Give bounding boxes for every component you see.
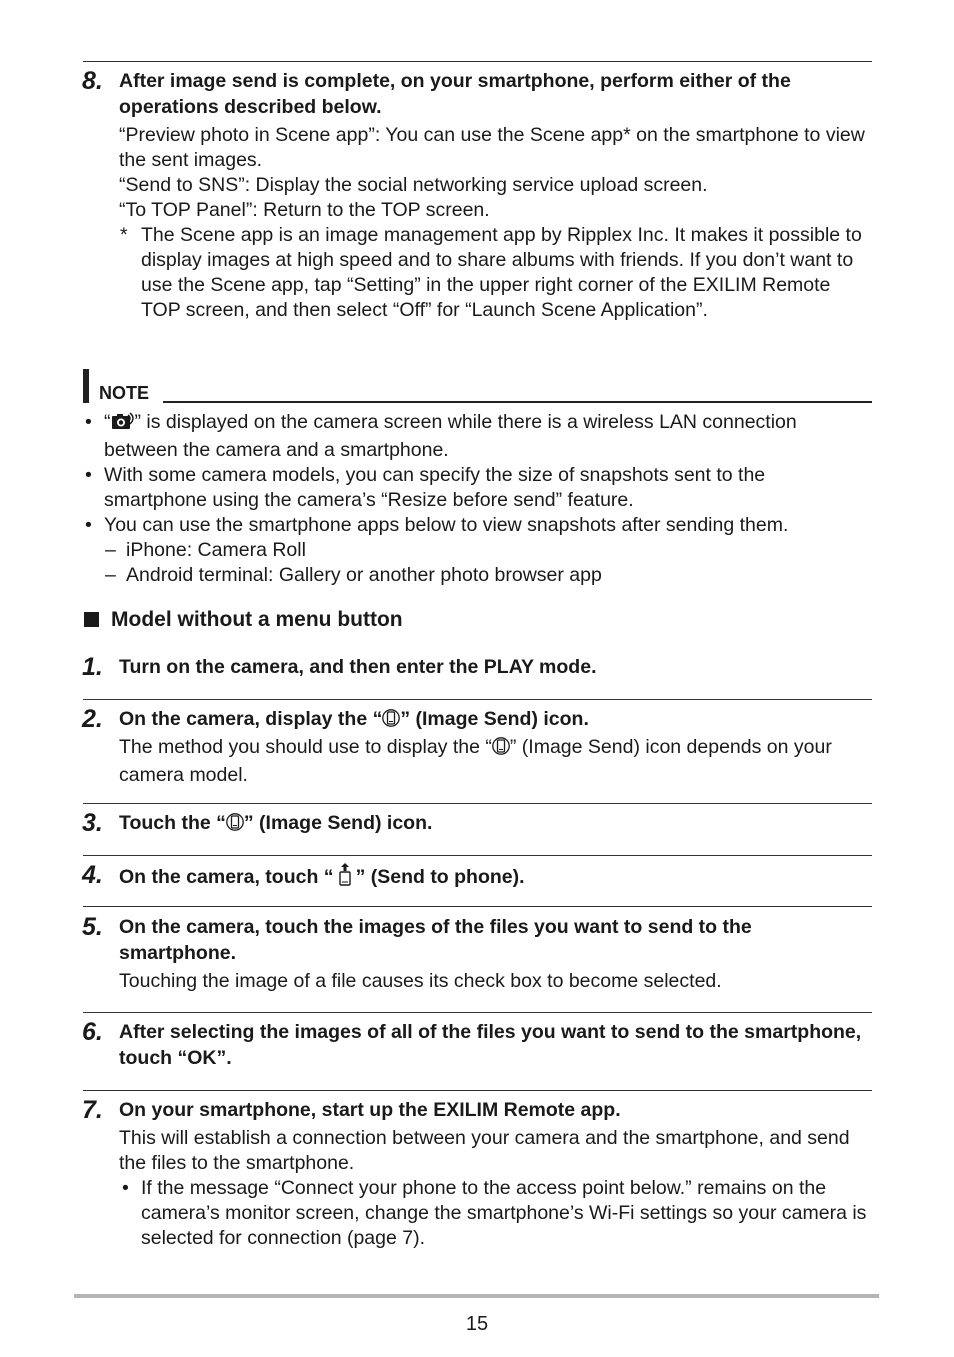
- square-bullet-icon: [84, 612, 99, 627]
- step-divider: [83, 803, 872, 804]
- step-8-number: 8.: [82, 67, 103, 95]
- note-item-2-text: With some camera models, you can specify the size of snapshots sent to the smartphone using the camera’s “Resize before send” feature.: [104, 464, 766, 511]
- step-2-number: 2.: [82, 705, 103, 733]
- note-subitem: [83, 538, 873, 563]
- note-item: [83, 463, 873, 513]
- step-7-bullet: [120, 1176, 870, 1251]
- dash: –: [105, 564, 116, 586]
- step-3-number: 3.: [82, 809, 103, 837]
- footnote-text: The Scene app is an image management app by Ripplex Inc. It makes it possible to display images at high speed and to share albums with friends. If you don’t want to use the Scene app, tap “Setting” in the upper right corner of the EXILIM Remote TOP screen, and then select “Off” for “Launch Scene Application”.: [141, 224, 862, 321]
- step-2-heading: [119, 706, 871, 735]
- footer-rule: [74, 1294, 879, 1298]
- note-subitem: [83, 563, 873, 588]
- note-item: [83, 513, 873, 538]
- step-6-heading: After selecting the images of all of the files you want to send to the smartphone, touch “OK”.: [119, 1021, 862, 1069]
- footnote-mark: *: [120, 224, 128, 246]
- step-8-line-1: “Preview photo in Scene app”: You can use the Scene app* on the smartphone to view the sent images.: [119, 124, 865, 171]
- image-send-icon: [382, 708, 400, 735]
- step-4-heading-part-b: ” (Send to phone).: [355, 866, 525, 888]
- step-divider: [83, 1012, 872, 1013]
- note-label: NOTE: [99, 383, 150, 403]
- page-number: 15: [465, 1313, 489, 1335]
- step-4-heading: [119, 862, 871, 893]
- step-2-body-part-a: The method you should use to display the “: [119, 736, 492, 758]
- step-2-body: [119, 735, 874, 788]
- section-title: Model without a menu button: [111, 608, 403, 631]
- step-7-body: This will establish a connection between your camera and the smartphone, and send the files to the smartphone.: [119, 1127, 850, 1174]
- bullet: •: [122, 1177, 129, 1199]
- step-divider: [83, 855, 872, 856]
- wireless-lan-camera-icon: [111, 411, 135, 438]
- note-list: [83, 410, 873, 588]
- step-6-number: 6.: [82, 1018, 103, 1046]
- step-7-heading: On your smartphone, start up the EXILIM Remote app.: [119, 1099, 621, 1121]
- note-subitem-1-text: iPhone: Camera Roll: [126, 539, 306, 561]
- step-1-number: 1.: [82, 653, 103, 681]
- step-5-body: Touching the image of a file causes its check box to become selected.: [119, 970, 722, 992]
- note-item-1-text: ” is displayed on the camera screen while there is a wireless LAN connection between the camera and a smartphone.: [104, 411, 797, 461]
- step-8-line-3: “To TOP Panel”: Return to the TOP screen.: [119, 199, 490, 221]
- step-7-bullet-text: If the message “Connect your phone to the access point below.” remains on the camera’s monitor screen, change the smartphone’s Wi-Fi settings so your camera is selected for connection (page 7).: [141, 1177, 867, 1249]
- step-2-heading-part-a: On the camera, display the “: [119, 708, 383, 730]
- note-bar: [83, 369, 89, 403]
- step-2-heading-part-b: ” (Image Send) icon.: [400, 708, 589, 730]
- step-5-heading: On the camera, touch the images of the files you want to send to the smartphone.: [119, 916, 752, 964]
- step-8-footnote: [120, 223, 870, 323]
- step-3-heading-part-a: Touch the “: [119, 812, 226, 834]
- step-divider: [83, 906, 872, 907]
- step-8-heading: After image send is complete, on your smartphone, perform either of the operations described below.: [119, 70, 791, 118]
- step-8-line-2: “Send to SNS”: Display the social networking service upload screen.: [119, 174, 708, 196]
- step-2-body-part-b: ” (Image Send) icon depends on your camera model.: [119, 736, 832, 786]
- bullet: •: [85, 411, 92, 433]
- note-item-3-text: You can use the smartphone apps below to view snapshots after sending them.: [104, 514, 789, 536]
- step-1-heading: Turn on the camera, and then enter the PLAY mode.: [119, 656, 597, 678]
- note-item-1-open: “: [104, 411, 111, 433]
- step-3-heading: [119, 810, 871, 839]
- section-heading: [84, 606, 403, 634]
- step-7-number: 7.: [82, 1096, 103, 1124]
- step-divider: [83, 699, 872, 700]
- note-item: [83, 410, 873, 463]
- top-rule: [83, 61, 872, 62]
- bullet: •: [85, 464, 92, 486]
- image-send-icon: [226, 812, 244, 839]
- step-3-heading-part-b: ” (Image Send) icon.: [243, 812, 433, 834]
- step-4-heading-part-a: On the camera, touch “: [119, 866, 334, 888]
- image-send-icon: [492, 736, 510, 763]
- step-4-number: 4.: [82, 861, 103, 889]
- dash: –: [105, 539, 116, 561]
- send-to-phone-icon: [334, 862, 356, 893]
- step-5-number: 5.: [82, 913, 103, 941]
- bullet: •: [85, 514, 92, 536]
- step-8-body: [119, 123, 874, 223]
- note-subitem-2-text: Android terminal: Gallery or another photo browser app: [126, 564, 602, 586]
- note-underline: [163, 401, 872, 403]
- step-divider: [83, 1090, 872, 1091]
